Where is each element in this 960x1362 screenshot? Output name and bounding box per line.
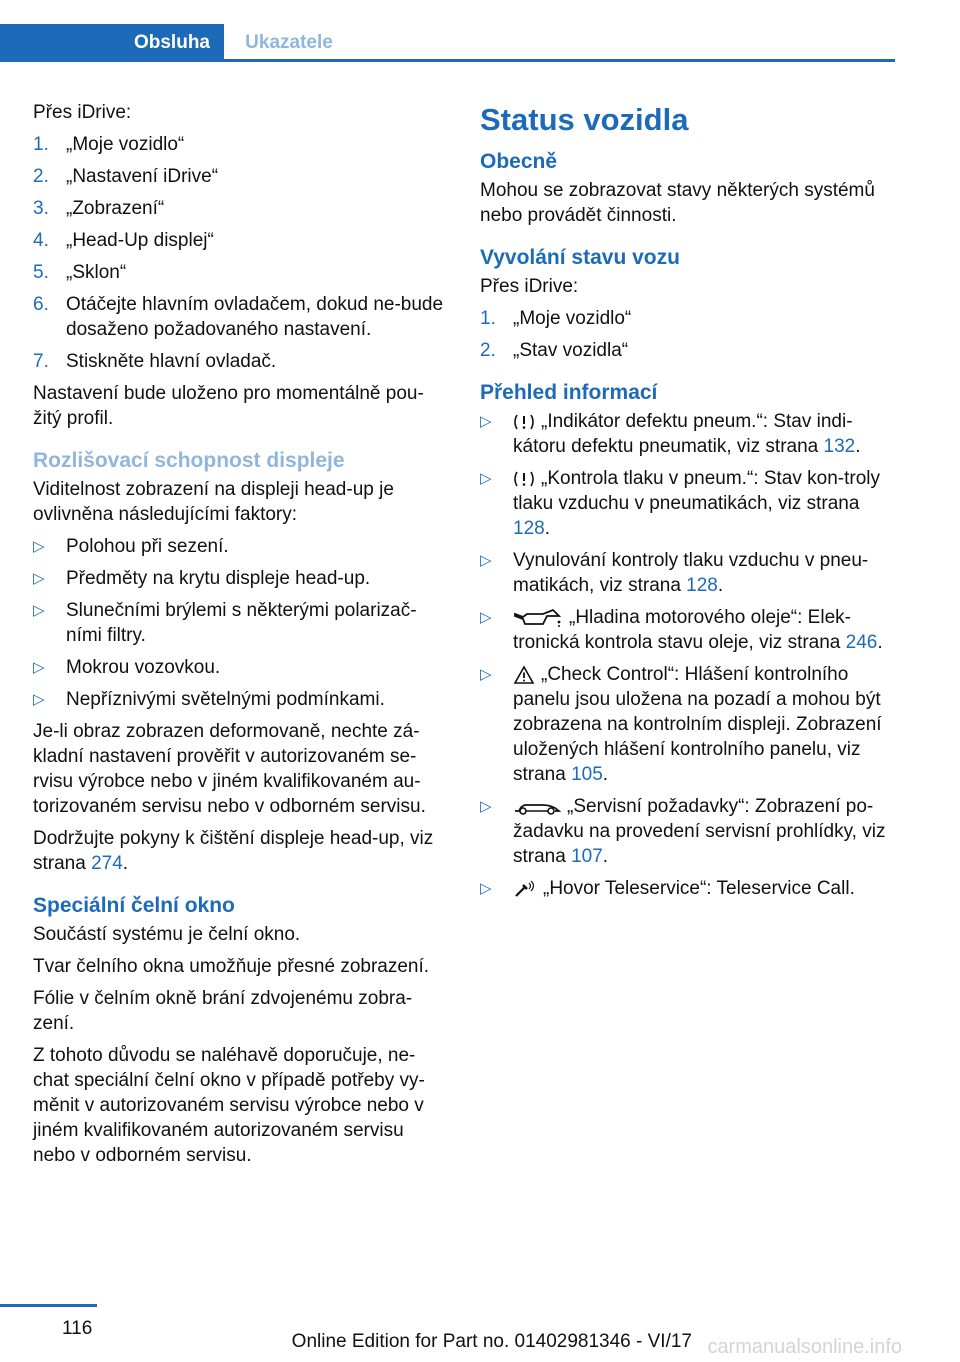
footer-rule [0,1304,97,1307]
step-text: „Stav vozidla“ [513,340,629,361]
bullet-icon: ▷ [480,609,492,626]
overview-text: „Check Control“: Hlášení kontrolního panelu jsou uložena na pozadí a mohou být zobrazena na kontrolním displeji. Zobrazení uložených hlášení kontrolního panelu, viz strana [513,664,882,785]
overview-heading: Přehled informací [480,381,658,404]
bullet-icon: ▷ [480,470,492,487]
factor-text: Mokrou vozovkou. [66,657,221,678]
step-number: 1. [480,308,496,329]
step-number: 2. [33,166,49,187]
bullet-icon: ▷ [480,880,492,897]
call-status-heading: Vyvolání stavu vozu [480,246,680,269]
general-heading: Obecně [480,150,558,173]
list-item [33,655,448,680]
list-item [33,196,448,221]
step-text: „Moje vozidlo“ [66,134,185,155]
list-item [33,164,448,189]
settings-steps [33,132,448,374]
list-item [33,566,448,591]
teleservice-icon [513,879,537,899]
bullet-icon: ▷ [33,570,45,587]
call-intro: Přes iDrive: [480,276,579,297]
tire-pressure-icon [513,469,535,489]
overview-list [480,409,900,901]
page-link-246[interactable]: 246 [845,632,878,653]
bullet-icon: ▷ [33,538,45,555]
step-text: „Sklon“ [66,262,127,283]
list-item [33,132,448,157]
bullet-icon: ▷ [480,552,492,569]
page-link-128[interactable]: 128 [513,518,545,539]
oil-can-icon [513,608,563,628]
edition-note: Online Edition for Part no. 01402981346 - VI/17 [291,1331,692,1352]
step-text: Stiskněte hlavní ovladač. [66,351,277,372]
list-item: ▷ „Servisní požadavky“: Zobrazení po‐žadavku na provedení servisní prohlídky, viz strana 107. [480,796,886,867]
windscreen-p4: Z tohoto důvodu se naléhavě doporučuje, ne‐chat speciální čelní okno v případě potřeby vy‐měnit v autorizovaném servisu výrobce nebo v jiném kvalifikovaném autorizovaném servisu nebo v odborném servisu. [33,1045,425,1166]
list-item [33,687,448,712]
tab-obsluha-label: Obsluha [133,32,210,53]
page-link-128b[interactable]: 128 [686,575,718,596]
left-column [33,100,448,1175]
step-number: 3. [33,198,49,219]
list-item [33,349,448,374]
warning-triangle-icon [513,665,535,685]
page-link-107[interactable]: 107 [571,846,603,867]
service-car-icon [513,797,561,817]
step-number: 4. [33,230,49,251]
page-title: Status vozidla [480,102,689,137]
resolution-intro: Viditelnost zobrazení na displeji head-up je ovlivněna následujícími faktory: [33,479,394,525]
list-item [480,306,900,331]
step-number: 7. [33,351,49,372]
header-bar [0,24,895,62]
overview-text: „Kontrola tlaku v pneum.“: Stav kon‐troly tlaku vzduchu v pneumatikách, viz strana [513,468,880,514]
step-text: Otáčejte hlavním ovladačem, dokud ne‐bude dosaženo požadovaného nastavení. [66,294,444,340]
overview-text: „Hovor Teleservice“: Teleservice Call. [543,878,855,899]
factor-text: Předměty na krytu displeje head-up. [66,568,371,589]
overview-text: „Indikátor defektu pneum.“: Stav indi‐kátoru defektu pneumatik, viz strana [513,411,853,457]
factor-text: Polohou při sezení. [66,536,229,557]
list-item [480,338,900,363]
bullet-icon: ▷ [480,666,492,683]
step-text: „Head-Up displej“ [66,230,214,251]
overview-text: „Hladina motorového oleje“: Elek‐tronická kontrola stavu oleje, viz strana [513,607,851,653]
general-text: Mohou se zobrazovat stavy některých systémů nebo provádět činnosti. [480,180,875,226]
list-item [33,228,448,253]
tire-pressure-icon [513,412,535,432]
factors-list [33,534,448,712]
list-item: ▷ „Hladina motorového oleje“: Elek‐tronická kontrola stavu oleje, viz strana 246. [480,607,883,653]
step-text: „Zobrazení“ [66,198,165,219]
overview-text: Vynulování kontroly tlaku vzduchu v pneu‐matikách, viz strana [513,550,869,596]
bullet-icon: ▷ [480,413,492,430]
page-link-105[interactable]: 105 [571,764,603,785]
tab-ukazatele[interactable] [224,24,354,62]
deformed-note: Je-li obraz zobrazen deformovaně, nechte zá‐kladní nastavení prověřit v autorizovaném se‐rvisu výrobce nebo v jiném kvalifikovaném au‐torizovaném servisu nebo v odborném servisu. [33,721,426,817]
bullet-icon: ▷ [33,691,45,708]
overview-text: „Servisní požadavky“: Zobrazení po‐žadavku na provedení servisní prohlídky, viz strana [513,796,886,867]
right-column [480,100,900,908]
list-item: ▷ „Check Control“: Hlášení kontrolního panelu jsou uložena na pozadí a mohou být zobrazena na kontrolním displeji. Zobrazení uložených hlášení kontrolního panelu, viz strana 105. [480,664,882,785]
windscreen-p2: Tvar čelního okna umožňuje přesné zobrazení. [33,956,430,977]
bullet-icon: ▷ [33,602,45,619]
tab-ukazatele-label: Ukazatele [245,32,333,53]
resolution-heading: Rozlišovací schopnost displeje [33,449,345,472]
factor-text: Nepříznivými světelnými podmínkami. [66,689,385,710]
list-item [480,876,900,901]
saved-note: Nastavení bude uloženo pro momentálně pou‐žitý profil. [33,383,424,429]
list-item [33,534,448,559]
step-number: 5. [33,262,49,283]
step-number: 1. [33,134,49,155]
page-link-274[interactable]: 274 [91,853,123,874]
cleaning-text: Dodržujte pokyny k čištění displeje head-up, viz strana [33,828,434,874]
page-link-132[interactable]: 132 [823,436,856,457]
left-intro: Přes iDrive: [33,102,132,123]
header-rule [0,59,895,62]
list-item [33,292,448,342]
watermark: carmanualsonline.info [707,1336,902,1358]
step-text: „Nastavení iDrive“ [66,166,219,187]
page-number: 116 [62,1318,93,1339]
call-steps [480,306,900,363]
list-item: ▷ „Kontrola tlaku v pneum.“: Stav kon‐troly tlaku vzduchu v pneumatikách, viz strana 128. [480,468,880,539]
factor-text: Slunečními brýlemi s některými polarizač‐ními filtry. [66,600,417,646]
step-number: 2. [480,340,496,361]
bullet-icon: ▷ [33,659,45,676]
cleaning-note: Dodržujte pokyny k čištění displeje head-up, viz strana 274. [33,828,434,874]
windscreen-heading: Speciální čelní okno [33,894,235,917]
list-item [33,598,448,648]
step-text: „Moje vozidlo“ [513,308,632,329]
bullet-icon: ▷ [480,798,492,815]
windscreen-p1: Součástí systému je čelní okno. [33,924,301,945]
tab-obsluha[interactable] [0,24,224,62]
list-item [33,260,448,285]
windscreen-p3: Fólie v čelním okně brání zdvojenému zobra‐zení. [33,988,413,1034]
list-item: ▷ Vynulování kontroly tlaku vzduchu v pneu‐matikách, viz strana 128. [480,550,869,596]
list-item: ▷ „Indikátor defektu pneum.“: Stav indi‐kátoru defektu pneumatik, viz strana 132. [480,411,861,457]
step-number: 6. [33,294,49,315]
